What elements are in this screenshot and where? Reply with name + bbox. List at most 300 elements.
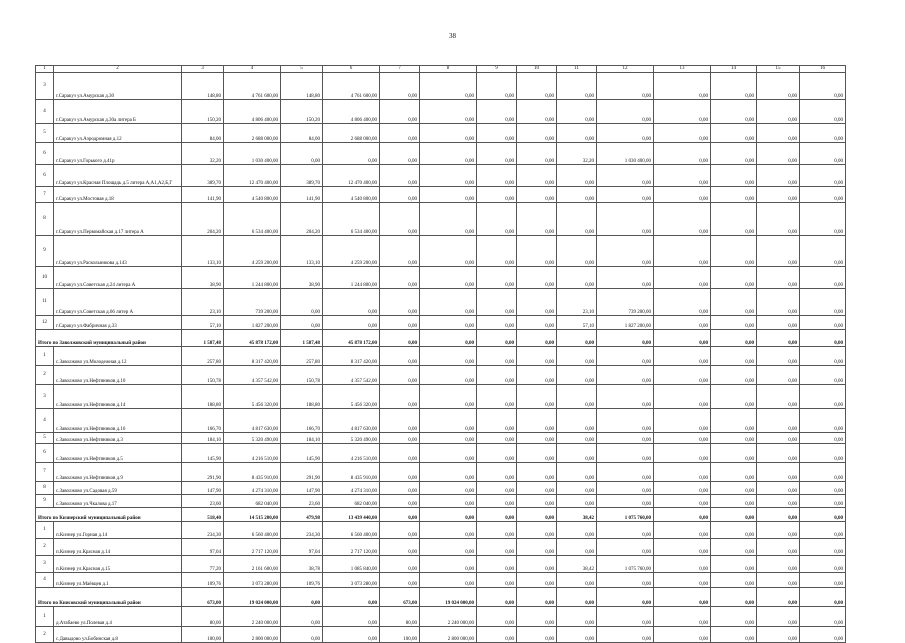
value-cell: 0,00 xyxy=(517,522,557,539)
value-cell: 97,04 xyxy=(281,539,323,556)
value-cell: 0,00 xyxy=(517,366,557,385)
value-cell: 0,00 xyxy=(800,289,846,316)
value-cell: 2 688 000,00 xyxy=(323,124,380,143)
row-number-cell: 4 xyxy=(36,573,54,588)
value-cell: 0,00 xyxy=(380,409,420,433)
value-cell: 0,00 xyxy=(757,267,800,289)
table-row xyxy=(36,522,846,539)
column-number-cell: 15 xyxy=(757,66,800,73)
value-cell: 38,78 xyxy=(281,556,323,573)
row-number-cell: 3 xyxy=(36,556,54,573)
table-row xyxy=(36,627,846,643)
value-cell: 0,00 xyxy=(323,316,380,330)
value-cell: 0,00 xyxy=(711,366,757,385)
row-number-cell: 9 xyxy=(36,495,54,508)
value-cell: 0,00 xyxy=(757,289,800,316)
row-number-cell: 4 xyxy=(36,409,54,433)
total-cell: 673,00 xyxy=(380,588,420,607)
value-cell: 184,10 xyxy=(281,433,323,444)
district-total-label: Итого по Киясовский муниципальный район xyxy=(36,588,182,607)
value-cell: 0,00 xyxy=(757,203,800,236)
value-cell: 682 040,00 xyxy=(224,495,281,508)
value-cell: 0,00 xyxy=(800,316,846,330)
total-cell: 0,00 xyxy=(757,508,800,522)
value-cell: 0,00 xyxy=(711,482,757,495)
value-cell: 0,00 xyxy=(757,187,800,203)
address-cell: с.Заволжово ул.Нефтяников д.9 xyxy=(54,463,182,482)
value-cell: 4 540 800,00 xyxy=(323,187,380,203)
value-cell: 0,00 xyxy=(597,433,654,444)
value-cell: 0,00 xyxy=(380,385,420,409)
value-cell: 291,90 xyxy=(281,463,323,482)
total-cell: 0,00 xyxy=(711,588,757,607)
table-row xyxy=(36,607,846,627)
value-cell: 1 827 200,00 xyxy=(224,316,281,330)
value-cell: 23,60 xyxy=(281,495,323,508)
value-cell: 0,00 xyxy=(757,409,800,433)
value-cell: 0,00 xyxy=(654,573,711,588)
table-row xyxy=(36,289,846,316)
value-cell: 0,00 xyxy=(597,482,654,495)
value-cell: 0,00 xyxy=(711,607,757,627)
value-cell: 23,60 xyxy=(182,495,224,508)
value-cell: 100,00 xyxy=(182,627,224,643)
address-cell: г.Саракуз ул.Советская д.66 литер А xyxy=(54,289,182,316)
value-cell: 0,00 xyxy=(711,385,757,409)
total-cell: 0,00 xyxy=(711,508,757,522)
value-cell: 2 717 120,00 xyxy=(323,539,380,556)
value-cell: 0,00 xyxy=(597,203,654,236)
column-number-row xyxy=(36,66,846,73)
value-cell: 0,00 xyxy=(517,573,557,588)
value-cell: 0,00 xyxy=(654,463,711,482)
value-cell: 0,00 xyxy=(757,627,800,643)
value-cell: 0,00 xyxy=(380,187,420,203)
address-cell: с.Заволжово ул.Чкалова д.17 xyxy=(54,495,182,508)
total-cell: 1 587,48 xyxy=(281,330,323,347)
value-cell: 0,00 xyxy=(517,165,557,187)
value-cell: 0,00 xyxy=(557,73,597,100)
value-cell: 145,90 xyxy=(281,444,323,463)
value-cell: 147,90 xyxy=(281,482,323,495)
total-cell: 0,00 xyxy=(517,330,557,347)
table-row xyxy=(36,143,846,165)
value-cell: 0,00 xyxy=(800,124,846,143)
value-cell: 0,00 xyxy=(517,385,557,409)
district-total-row xyxy=(36,588,846,607)
value-cell: 0,00 xyxy=(557,522,597,539)
value-cell: 0,00 xyxy=(654,482,711,495)
value-cell: 0,00 xyxy=(420,124,477,143)
row-number-cell: 6 xyxy=(36,143,54,165)
value-cell: 0,00 xyxy=(477,627,517,643)
value-cell: 0,00 xyxy=(557,463,597,482)
value-cell: 3 073 280,00 xyxy=(224,573,281,588)
address-cell: п.Кизнер ул.Красная д.15 xyxy=(54,556,182,573)
value-cell: 0,00 xyxy=(654,143,711,165)
value-cell: 0,00 xyxy=(477,165,517,187)
value-cell: 0,00 xyxy=(654,444,711,463)
value-cell: 0,00 xyxy=(711,627,757,643)
value-cell: 1 030 400,00 xyxy=(597,143,654,165)
value-cell: 0,00 xyxy=(654,627,711,643)
row-number-cell: 7 xyxy=(36,463,54,482)
value-cell: 0,00 xyxy=(711,433,757,444)
value-cell: 0,00 xyxy=(654,100,711,124)
value-cell: 0,00 xyxy=(477,573,517,588)
value-cell: 0,00 xyxy=(477,366,517,385)
address-cell: г.Саракуз ул.Фабричная д.33 xyxy=(54,316,182,330)
value-cell: 0,00 xyxy=(711,316,757,330)
value-cell: 0,00 xyxy=(800,522,846,539)
value-cell: 1 244 800,00 xyxy=(224,267,281,289)
value-cell: 0,00 xyxy=(757,347,800,366)
value-cell: 0,00 xyxy=(477,556,517,573)
row-number-cell: 2 xyxy=(36,627,54,643)
value-cell: 4 274 310,00 xyxy=(323,482,380,495)
table-row xyxy=(36,433,846,444)
value-cell: 4 216 510,00 xyxy=(323,444,380,463)
value-cell: 0,00 xyxy=(800,267,846,289)
table-row xyxy=(36,409,846,433)
total-cell: 1 075 760,00 xyxy=(597,508,654,522)
value-cell: 0,00 xyxy=(323,289,380,316)
value-cell: 0,00 xyxy=(420,522,477,539)
value-cell: 0,00 xyxy=(654,495,711,508)
value-cell: 4 761 600,00 xyxy=(224,73,281,100)
value-cell: 0,00 xyxy=(711,267,757,289)
value-cell: 0,00 xyxy=(557,124,597,143)
value-cell: 0,00 xyxy=(711,236,757,267)
value-cell: 0,00 xyxy=(517,556,557,573)
address-cell: п.Кизнер ул.Маёвцев д.1 xyxy=(54,573,182,588)
total-cell: 673,00 xyxy=(182,588,224,607)
total-cell: 479,98 xyxy=(281,508,323,522)
value-cell: 0,00 xyxy=(557,409,597,433)
value-cell: 8 435 910,00 xyxy=(224,463,281,482)
value-cell: 0,00 xyxy=(477,495,517,508)
table-row xyxy=(36,495,846,508)
value-cell: 12 470 400,00 xyxy=(224,165,281,187)
address-cell: с.Заволжово ул.Садовая д.59 xyxy=(54,482,182,495)
value-cell: 0,00 xyxy=(597,385,654,409)
value-cell: 23,10 xyxy=(557,289,597,316)
table-row xyxy=(36,444,846,463)
column-number-cell: 11 xyxy=(557,66,597,73)
value-cell: 0,00 xyxy=(711,409,757,433)
value-cell: 0,00 xyxy=(281,143,323,165)
value-cell: 389,70 xyxy=(182,165,224,187)
table-row xyxy=(36,165,846,187)
row-number-cell: 3 xyxy=(36,73,54,100)
value-cell: 0,00 xyxy=(757,495,800,508)
value-cell: 8 317 420,00 xyxy=(323,347,380,366)
value-cell: 0,00 xyxy=(757,124,800,143)
value-cell: 0,00 xyxy=(420,203,477,236)
value-cell: 4 357 542,00 xyxy=(323,366,380,385)
total-cell: 19 024 000,00 xyxy=(420,588,477,607)
total-cell: 0,00 xyxy=(323,588,380,607)
row-number-cell: 1 xyxy=(36,347,54,366)
value-cell: 2 717 120,00 xyxy=(224,539,281,556)
value-cell: 0,00 xyxy=(517,73,557,100)
value-cell: 148,80 xyxy=(182,73,224,100)
value-cell: 133,10 xyxy=(182,236,224,267)
total-cell: 38,42 xyxy=(557,508,597,522)
value-cell: 0,00 xyxy=(420,539,477,556)
value-cell: 0,00 xyxy=(281,289,323,316)
district-total-row xyxy=(36,508,846,522)
total-cell: 0,00 xyxy=(800,508,846,522)
value-cell: 0,00 xyxy=(380,203,420,236)
table-row xyxy=(36,482,846,495)
value-cell: 5 456 320,00 xyxy=(323,385,380,409)
value-cell: 12 470 400,00 xyxy=(323,165,380,187)
value-cell: 0,00 xyxy=(711,203,757,236)
address-cell: г.Саракуз ул.Красная Площадь д.5 литера А,А1,А2,Б,Г xyxy=(54,165,182,187)
address-cell: г.Саракуз ул.Мостовая д.18 xyxy=(54,187,182,203)
address-cell: с.Давыдово ул.Бобинская д.8 xyxy=(54,627,182,643)
value-cell: 38,90 xyxy=(281,267,323,289)
value-cell: 0,00 xyxy=(477,289,517,316)
value-cell: 0,00 xyxy=(800,143,846,165)
value-cell: 0,00 xyxy=(420,267,477,289)
value-cell: 0,00 xyxy=(517,444,557,463)
value-cell: 23,10 xyxy=(182,289,224,316)
value-cell: 8 317 420,00 xyxy=(224,347,281,366)
table-row xyxy=(36,124,846,143)
value-cell: 0,00 xyxy=(757,73,800,100)
address-cell: п.Кизнер ул.Красная д.14 xyxy=(54,539,182,556)
value-cell: 0,00 xyxy=(420,573,477,588)
value-cell: 0,00 xyxy=(380,73,420,100)
value-cell: 4 540 800,00 xyxy=(224,187,281,203)
value-cell: 32,20 xyxy=(557,143,597,165)
value-cell: 0,00 xyxy=(757,607,800,627)
value-cell: 0,00 xyxy=(711,187,757,203)
value-cell: 148,80 xyxy=(281,73,323,100)
value-cell: 0,00 xyxy=(800,165,846,187)
value-cell: 0,00 xyxy=(654,366,711,385)
value-cell: 0,00 xyxy=(800,187,846,203)
total-cell: 0,00 xyxy=(597,588,654,607)
value-cell: 0,00 xyxy=(711,522,757,539)
table-row xyxy=(36,347,846,366)
value-cell: 0,00 xyxy=(800,556,846,573)
value-cell: 141,90 xyxy=(281,187,323,203)
column-number-cell: 14 xyxy=(711,66,757,73)
table-row xyxy=(36,366,846,385)
value-cell: 3 073 280,00 xyxy=(323,573,380,588)
address-cell: д.Атабаево ул.Полевая д.4 xyxy=(54,607,182,627)
value-cell: 0,00 xyxy=(380,165,420,187)
address-cell: с.Заволжово ул.Нефтяников д.16 xyxy=(54,409,182,433)
value-cell: 0,00 xyxy=(517,236,557,267)
value-cell: 0,00 xyxy=(477,539,517,556)
value-cell: 0,00 xyxy=(420,187,477,203)
value-cell: 0,00 xyxy=(654,556,711,573)
value-cell: 0,00 xyxy=(654,289,711,316)
value-cell: 0,00 xyxy=(757,385,800,409)
value-cell: 5 320 490,00 xyxy=(323,433,380,444)
value-cell: 0,00 xyxy=(517,627,557,643)
column-number-cell: 13 xyxy=(654,66,711,73)
table-row xyxy=(36,267,846,289)
value-cell: 0,00 xyxy=(654,267,711,289)
value-cell: 6 560 400,00 xyxy=(323,522,380,539)
row-number-cell: 5 xyxy=(36,433,54,444)
value-cell: 0,00 xyxy=(557,607,597,627)
address-cell: г.Саракуз ул.Раскольникова д.143 xyxy=(54,236,182,267)
value-cell: 0,00 xyxy=(380,366,420,385)
value-cell: 57,10 xyxy=(557,316,597,330)
value-cell: 166,70 xyxy=(281,409,323,433)
value-cell: 0,00 xyxy=(597,409,654,433)
value-cell: 32,20 xyxy=(182,143,224,165)
value-cell: 0,00 xyxy=(597,463,654,482)
value-cell: 0,00 xyxy=(800,409,846,433)
value-cell: 0,00 xyxy=(380,124,420,143)
row-number-cell: 6 xyxy=(36,444,54,463)
value-cell: 0,00 xyxy=(597,267,654,289)
total-cell: 0,00 xyxy=(380,330,420,347)
value-cell: 0,00 xyxy=(380,463,420,482)
value-cell: 0,00 xyxy=(517,409,557,433)
value-cell: 8 435 910,00 xyxy=(323,463,380,482)
value-cell: 0,00 xyxy=(380,143,420,165)
value-cell: 4 259 200,00 xyxy=(323,236,380,267)
table-row xyxy=(36,316,846,330)
value-cell: 0,00 xyxy=(597,100,654,124)
value-cell: 0,00 xyxy=(597,607,654,627)
value-cell: 0,00 xyxy=(557,366,597,385)
value-cell: 0,00 xyxy=(597,236,654,267)
total-cell: 0,00 xyxy=(380,508,420,522)
value-cell: 0,00 xyxy=(420,495,477,508)
value-cell: 0,00 xyxy=(711,165,757,187)
value-cell: 0,00 xyxy=(477,385,517,409)
value-cell: 0,00 xyxy=(281,627,323,643)
value-cell: 0,00 xyxy=(380,539,420,556)
value-cell: 97,04 xyxy=(182,539,224,556)
value-cell: 6 534 400,00 xyxy=(323,203,380,236)
address-cell: г.Саракуз ул.Первомайская д.17 литера А xyxy=(54,203,182,236)
value-cell: 0,00 xyxy=(757,463,800,482)
total-cell: 0,00 xyxy=(800,330,846,347)
value-cell: 0,00 xyxy=(800,463,846,482)
value-cell: 0,00 xyxy=(477,347,517,366)
value-cell: 0,00 xyxy=(517,539,557,556)
value-cell: 0,00 xyxy=(517,482,557,495)
value-cell: 0,00 xyxy=(800,627,846,643)
table-row xyxy=(36,187,846,203)
value-cell: 0,00 xyxy=(597,347,654,366)
value-cell: 257,80 xyxy=(182,347,224,366)
value-cell: 0,00 xyxy=(711,289,757,316)
value-cell: 0,00 xyxy=(323,607,380,627)
address-cell: с.Заволжово ул.Нефтяников д.5 xyxy=(54,444,182,463)
value-cell: 0,00 xyxy=(557,236,597,267)
value-cell: 0,00 xyxy=(654,187,711,203)
value-cell: 0,00 xyxy=(757,100,800,124)
address-cell: с.Заволжово ул.Нефтяников д.10 xyxy=(54,366,182,385)
value-cell: 0,00 xyxy=(757,539,800,556)
value-cell: 2 161 600,00 xyxy=(224,556,281,573)
district-total-label: Итого по Кизнерский муниципальный район xyxy=(36,508,182,522)
value-cell: 0,00 xyxy=(800,495,846,508)
value-cell: 0,00 xyxy=(757,556,800,573)
value-cell: 0,00 xyxy=(757,236,800,267)
value-cell: 0,00 xyxy=(477,187,517,203)
value-cell: 0,00 xyxy=(800,482,846,495)
total-cell: 45 878 172,00 xyxy=(224,330,281,347)
value-cell: 0,00 xyxy=(477,100,517,124)
value-cell: 234,30 xyxy=(281,522,323,539)
value-cell: 57,10 xyxy=(182,316,224,330)
value-cell: 0,00 xyxy=(597,627,654,643)
value-cell: 0,00 xyxy=(477,267,517,289)
value-cell: 0,00 xyxy=(477,482,517,495)
value-cell: 257,80 xyxy=(281,347,323,366)
value-cell: 0,00 xyxy=(757,366,800,385)
value-cell: 204,20 xyxy=(182,203,224,236)
value-cell: 0,00 xyxy=(557,165,597,187)
value-cell: 0,00 xyxy=(477,522,517,539)
value-cell: 0,00 xyxy=(711,73,757,100)
value-cell: 0,00 xyxy=(477,433,517,444)
value-cell: 4 806 400,00 xyxy=(224,100,281,124)
value-cell: 0,00 xyxy=(420,409,477,433)
value-cell: 0,00 xyxy=(517,607,557,627)
value-cell: 0,00 xyxy=(380,267,420,289)
value-cell: 0,00 xyxy=(597,73,654,100)
value-cell: 0,00 xyxy=(711,124,757,143)
total-cell: 0,00 xyxy=(477,588,517,607)
value-cell: 0,00 xyxy=(711,347,757,366)
value-cell: 0,00 xyxy=(654,165,711,187)
value-cell: 0,00 xyxy=(380,495,420,508)
column-number-cell: 1 xyxy=(36,66,54,73)
value-cell: 0,00 xyxy=(420,482,477,495)
row-number-cell: 6 xyxy=(36,165,54,187)
value-cell: 0,00 xyxy=(654,433,711,444)
value-cell: 0,00 xyxy=(323,143,380,165)
value-cell: 0,00 xyxy=(323,627,380,643)
value-cell: 4 216 510,00 xyxy=(224,444,281,463)
total-cell: 19 024 000,00 xyxy=(224,588,281,607)
value-cell: 0,00 xyxy=(557,347,597,366)
value-cell: 147,90 xyxy=(182,482,224,495)
value-cell: 0,00 xyxy=(477,607,517,627)
value-cell: 0,00 xyxy=(420,236,477,267)
value-cell: 0,00 xyxy=(380,482,420,495)
value-cell: 6 560 400,00 xyxy=(224,522,281,539)
value-cell: 1 827 200,00 xyxy=(597,316,654,330)
value-cell: 0,00 xyxy=(477,203,517,236)
value-cell: 150,78 xyxy=(281,366,323,385)
value-cell: 0,00 xyxy=(557,444,597,463)
value-cell: 0,00 xyxy=(654,409,711,433)
value-cell: 0,00 xyxy=(654,522,711,539)
row-number-cell: 9 xyxy=(36,236,54,267)
value-cell: 0,00 xyxy=(654,607,711,627)
row-number-cell: 11 xyxy=(36,289,54,316)
value-cell: 0,00 xyxy=(597,187,654,203)
value-cell: 1 075 760,00 xyxy=(597,556,654,573)
value-cell: 80,00 xyxy=(182,607,224,627)
value-cell: 0,00 xyxy=(517,187,557,203)
value-cell: 0,00 xyxy=(597,495,654,508)
